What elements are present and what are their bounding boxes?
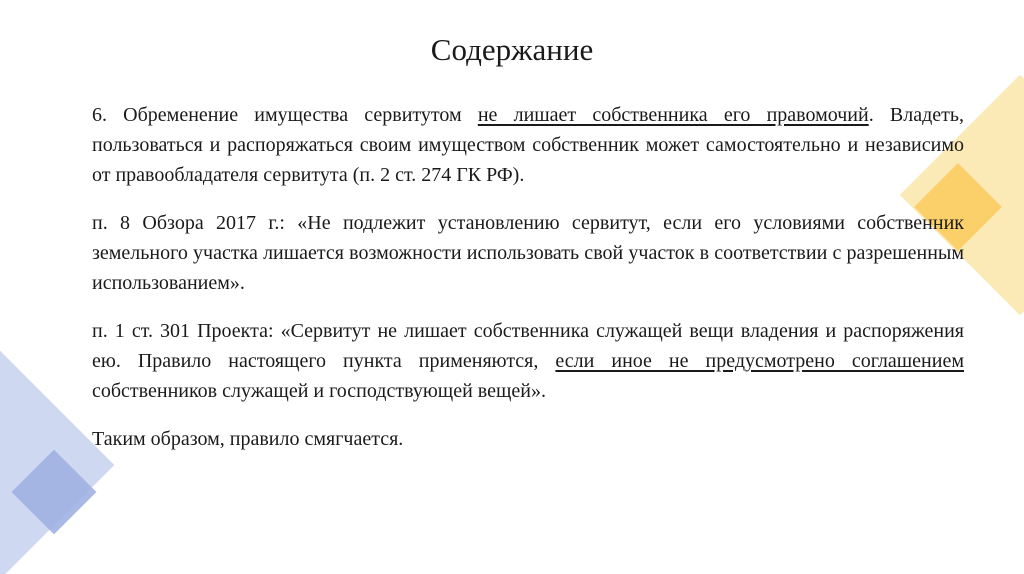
paragraph-1 xyxy=(92,100,964,190)
paragraph-1-underlined: не лишает собственника его правомочий xyxy=(477,104,869,126)
paragraph-3-underlined: если иное не предусмотрено соглашением xyxy=(555,350,964,372)
paragraph-1-text-end: . Владеть, пользоваться и распоряжаться своим имуществом собственник может самостоятельно и независимо от правообладателя сервитута (п. 2 ст. 274 ГК РФ). xyxy=(92,104,965,186)
paragraph-3-text-start: п. 1 ст. 301 Проекта: «Сервитут не лишает собственника служащей вещи владения и распоряжения ею. Правило настоящего пункта применяются, xyxy=(92,320,964,372)
paragraph-3 xyxy=(92,316,964,406)
paragraph-1-text-start: 6. Обременение имущества сервитутом xyxy=(92,104,478,126)
paragraph-2: п. 8 Обзора 2017 г.: «Не подлежит установлению сервитут, если его условиями собственник земельного участка лишается возможности использовать свой участок в соответствии с разрешенным использованием». xyxy=(92,212,964,294)
paragraph-3-text-end: собственников служащей и господствующей вещей». xyxy=(92,380,546,402)
slide-body xyxy=(92,100,964,472)
slide-title: Содержание xyxy=(430,32,594,67)
paragraph-4: Таким образом, правило смягчается. xyxy=(92,428,404,450)
